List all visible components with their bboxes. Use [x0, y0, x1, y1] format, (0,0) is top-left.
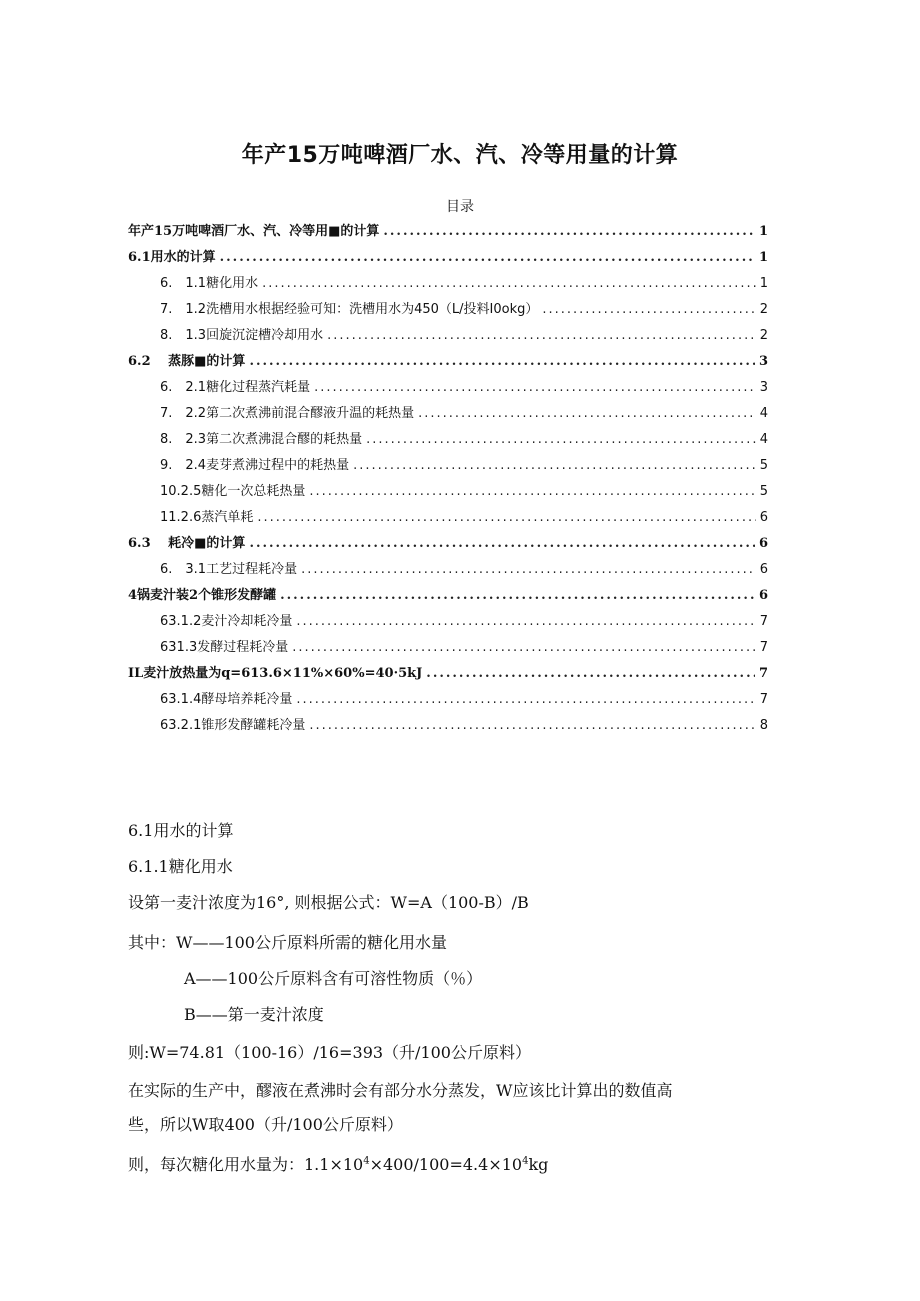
paragraph: B——第一麦汁浓度	[184, 1005, 324, 1024]
toc-entry-label: 8. 1.3回旋沉淀槽冷却用水	[160, 328, 324, 343]
toc-entry-label: 63.1.2麦汁冷却耗冷量	[160, 614, 293, 629]
toc-entry-label: 10.2.5糖化一次总耗热量	[160, 484, 306, 499]
toc-entry[interactable]	[128, 532, 768, 558]
toc-leader-dots	[314, 380, 756, 395]
toc-entry-page: 6	[759, 510, 768, 525]
toc-entry[interactable]	[128, 324, 768, 350]
toc-entry-label: 8. 2.3第二次煮沸混合醪的耗热量	[160, 432, 363, 447]
toc-entry-label: IL麦汁放热量为q=613.6×11%×60%=40·5kJ	[128, 666, 423, 681]
toc-leader-dots	[296, 614, 755, 629]
formula-text: ×400/100=4.4×10	[369, 1155, 523, 1174]
document-title: 年产15万吨啤酒厂水、汽、冷等用量的计算	[241, 143, 679, 168]
toc-leader-dots	[262, 276, 756, 291]
toc-entry-label: 631.3发酵过程耗冷量	[160, 640, 289, 655]
paragraph: 其中：W——100公斤原料所需的糖化用水量	[128, 933, 447, 952]
toc-leader-dots	[220, 250, 755, 265]
toc-entry-label: 6. 2.1糖化过程蒸汽耗量	[160, 380, 311, 395]
toc-leader-dots	[426, 666, 755, 681]
toc-entry[interactable]	[128, 246, 768, 272]
toc-entry-label: 6. 1.1糖化用水	[160, 276, 259, 291]
toc-leader-dots	[327, 328, 756, 343]
toc-entry-page: 4	[759, 432, 768, 447]
toc-leader-dots	[383, 224, 755, 239]
toc-entry-label: 9. 2.4麦芽煮沸过程中的耗热量	[160, 458, 350, 473]
toc-leader-dots	[292, 640, 756, 655]
toc-entry-page: 7	[759, 692, 768, 707]
toc-entry[interactable]	[128, 272, 768, 298]
toc-entry-page: 1	[759, 276, 768, 291]
toc-entry-label: 63.1.4酵母培养耗冷量	[160, 692, 293, 707]
section-heading: 6.1用水的计算	[128, 821, 234, 840]
toc-entry-page: 7	[759, 614, 768, 629]
toc-entry-label: 年产15万吨啤酒厂水、汽、冷等用■的计算	[128, 224, 380, 239]
paragraph: A——100公斤原料含有可溶性物质（％）	[184, 969, 483, 988]
toc-entry-page: 3	[759, 380, 768, 395]
paragraph: 在实际的生产中，醪液在煮沸时会有部分水分蒸发，W应该比计算出的数值高	[128, 1081, 673, 1100]
toc-entry[interactable]	[128, 636, 768, 662]
toc-leader-dots	[366, 432, 756, 447]
toc-entry-page: 5	[759, 458, 768, 473]
toc-leader-dots	[418, 406, 756, 421]
table-of-contents	[128, 220, 768, 740]
toc-leader-dots	[301, 562, 756, 577]
toc-entry[interactable]	[128, 220, 768, 246]
toc-leader-dots	[309, 484, 755, 499]
toc-entry-label: 6.2 蒸豚■的计算	[128, 354, 246, 369]
toc-entry-label: 4锅麦汁装2个锥形发酵罐	[128, 588, 277, 603]
toc-entry-page: 4	[759, 406, 768, 421]
toc-entry[interactable]	[128, 350, 768, 376]
toc-entry[interactable]	[128, 428, 768, 454]
toc-entry[interactable]	[128, 610, 768, 636]
toc-leader-dots	[296, 692, 755, 707]
toc-entry[interactable]	[128, 506, 768, 532]
exponent: 4	[522, 1155, 529, 1167]
formula-text: kg	[528, 1155, 549, 1174]
toc-entry[interactable]	[128, 402, 768, 428]
toc-entry[interactable]	[128, 454, 768, 480]
toc-heading: 目录	[446, 199, 474, 215]
toc-leader-dots	[249, 354, 755, 369]
toc-entry-page: 8	[759, 718, 768, 733]
toc-entry-page: 6	[758, 588, 768, 603]
toc-entry-page: 5	[759, 484, 768, 499]
toc-entry[interactable]	[128, 480, 768, 506]
toc-entry[interactable]	[128, 688, 768, 714]
formula-text: 则，每次糖化用水量为：1.1×10	[128, 1155, 364, 1174]
toc-entry-page: 2	[759, 302, 768, 317]
toc-entry[interactable]	[128, 662, 768, 688]
toc-entry-label: 63.2.1锥形发酵罐耗冷量	[160, 718, 306, 733]
toc-entry-page: 2	[759, 328, 768, 343]
paragraph	[128, 1152, 548, 1175]
toc-leader-dots	[257, 510, 755, 525]
toc-entry-label: 7. 2.2第二次煮沸前混合醪液升温的耗热量	[160, 406, 415, 421]
toc-leader-dots	[249, 536, 755, 551]
toc-entry-label: 11.2.6蒸汽单耗	[160, 510, 254, 525]
toc-entry[interactable]	[128, 376, 768, 402]
toc-entry-page: 7	[759, 640, 768, 655]
toc-entry-page: 6	[759, 562, 768, 577]
toc-entry-label: 7. 1.2洗槽用水根据经验可知：洗槽用水为450（L/投料I0okg）	[160, 302, 539, 317]
toc-leader-dots	[353, 458, 756, 473]
toc-entry-page: 6	[758, 536, 768, 551]
toc-entry[interactable]	[128, 558, 768, 584]
exponent: 4	[363, 1155, 370, 1167]
toc-leader-dots	[280, 588, 755, 603]
toc-entry-label: 6.1用水的计算	[128, 250, 216, 265]
toc-leader-dots	[309, 718, 755, 733]
toc-entry[interactable]	[128, 584, 768, 610]
toc-entry-label: 6.3 耗冷■的计算	[128, 536, 246, 551]
toc-entry-page: 3	[758, 354, 768, 369]
subsection-heading: 6.1.1糖化用水	[128, 857, 233, 876]
toc-entry-page: 1	[758, 250, 768, 265]
toc-leader-dots	[542, 302, 755, 317]
toc-entry-page: 7	[758, 666, 768, 681]
toc-entry-label: 6. 3.1工艺过程耗冷量	[160, 562, 298, 577]
paragraph: 则:W=74.81（100-16）/16=393（升/100公斤原料）	[128, 1043, 531, 1062]
toc-entry[interactable]	[128, 298, 768, 324]
paragraph: 设第一麦汁浓度为16°, 则根据公式：W=A（100-B）/B	[128, 893, 529, 912]
toc-entry-page: 1	[758, 224, 768, 239]
toc-entry[interactable]	[128, 714, 768, 740]
paragraph: 些，所以W取400（升/100公斤原料）	[128, 1115, 403, 1134]
